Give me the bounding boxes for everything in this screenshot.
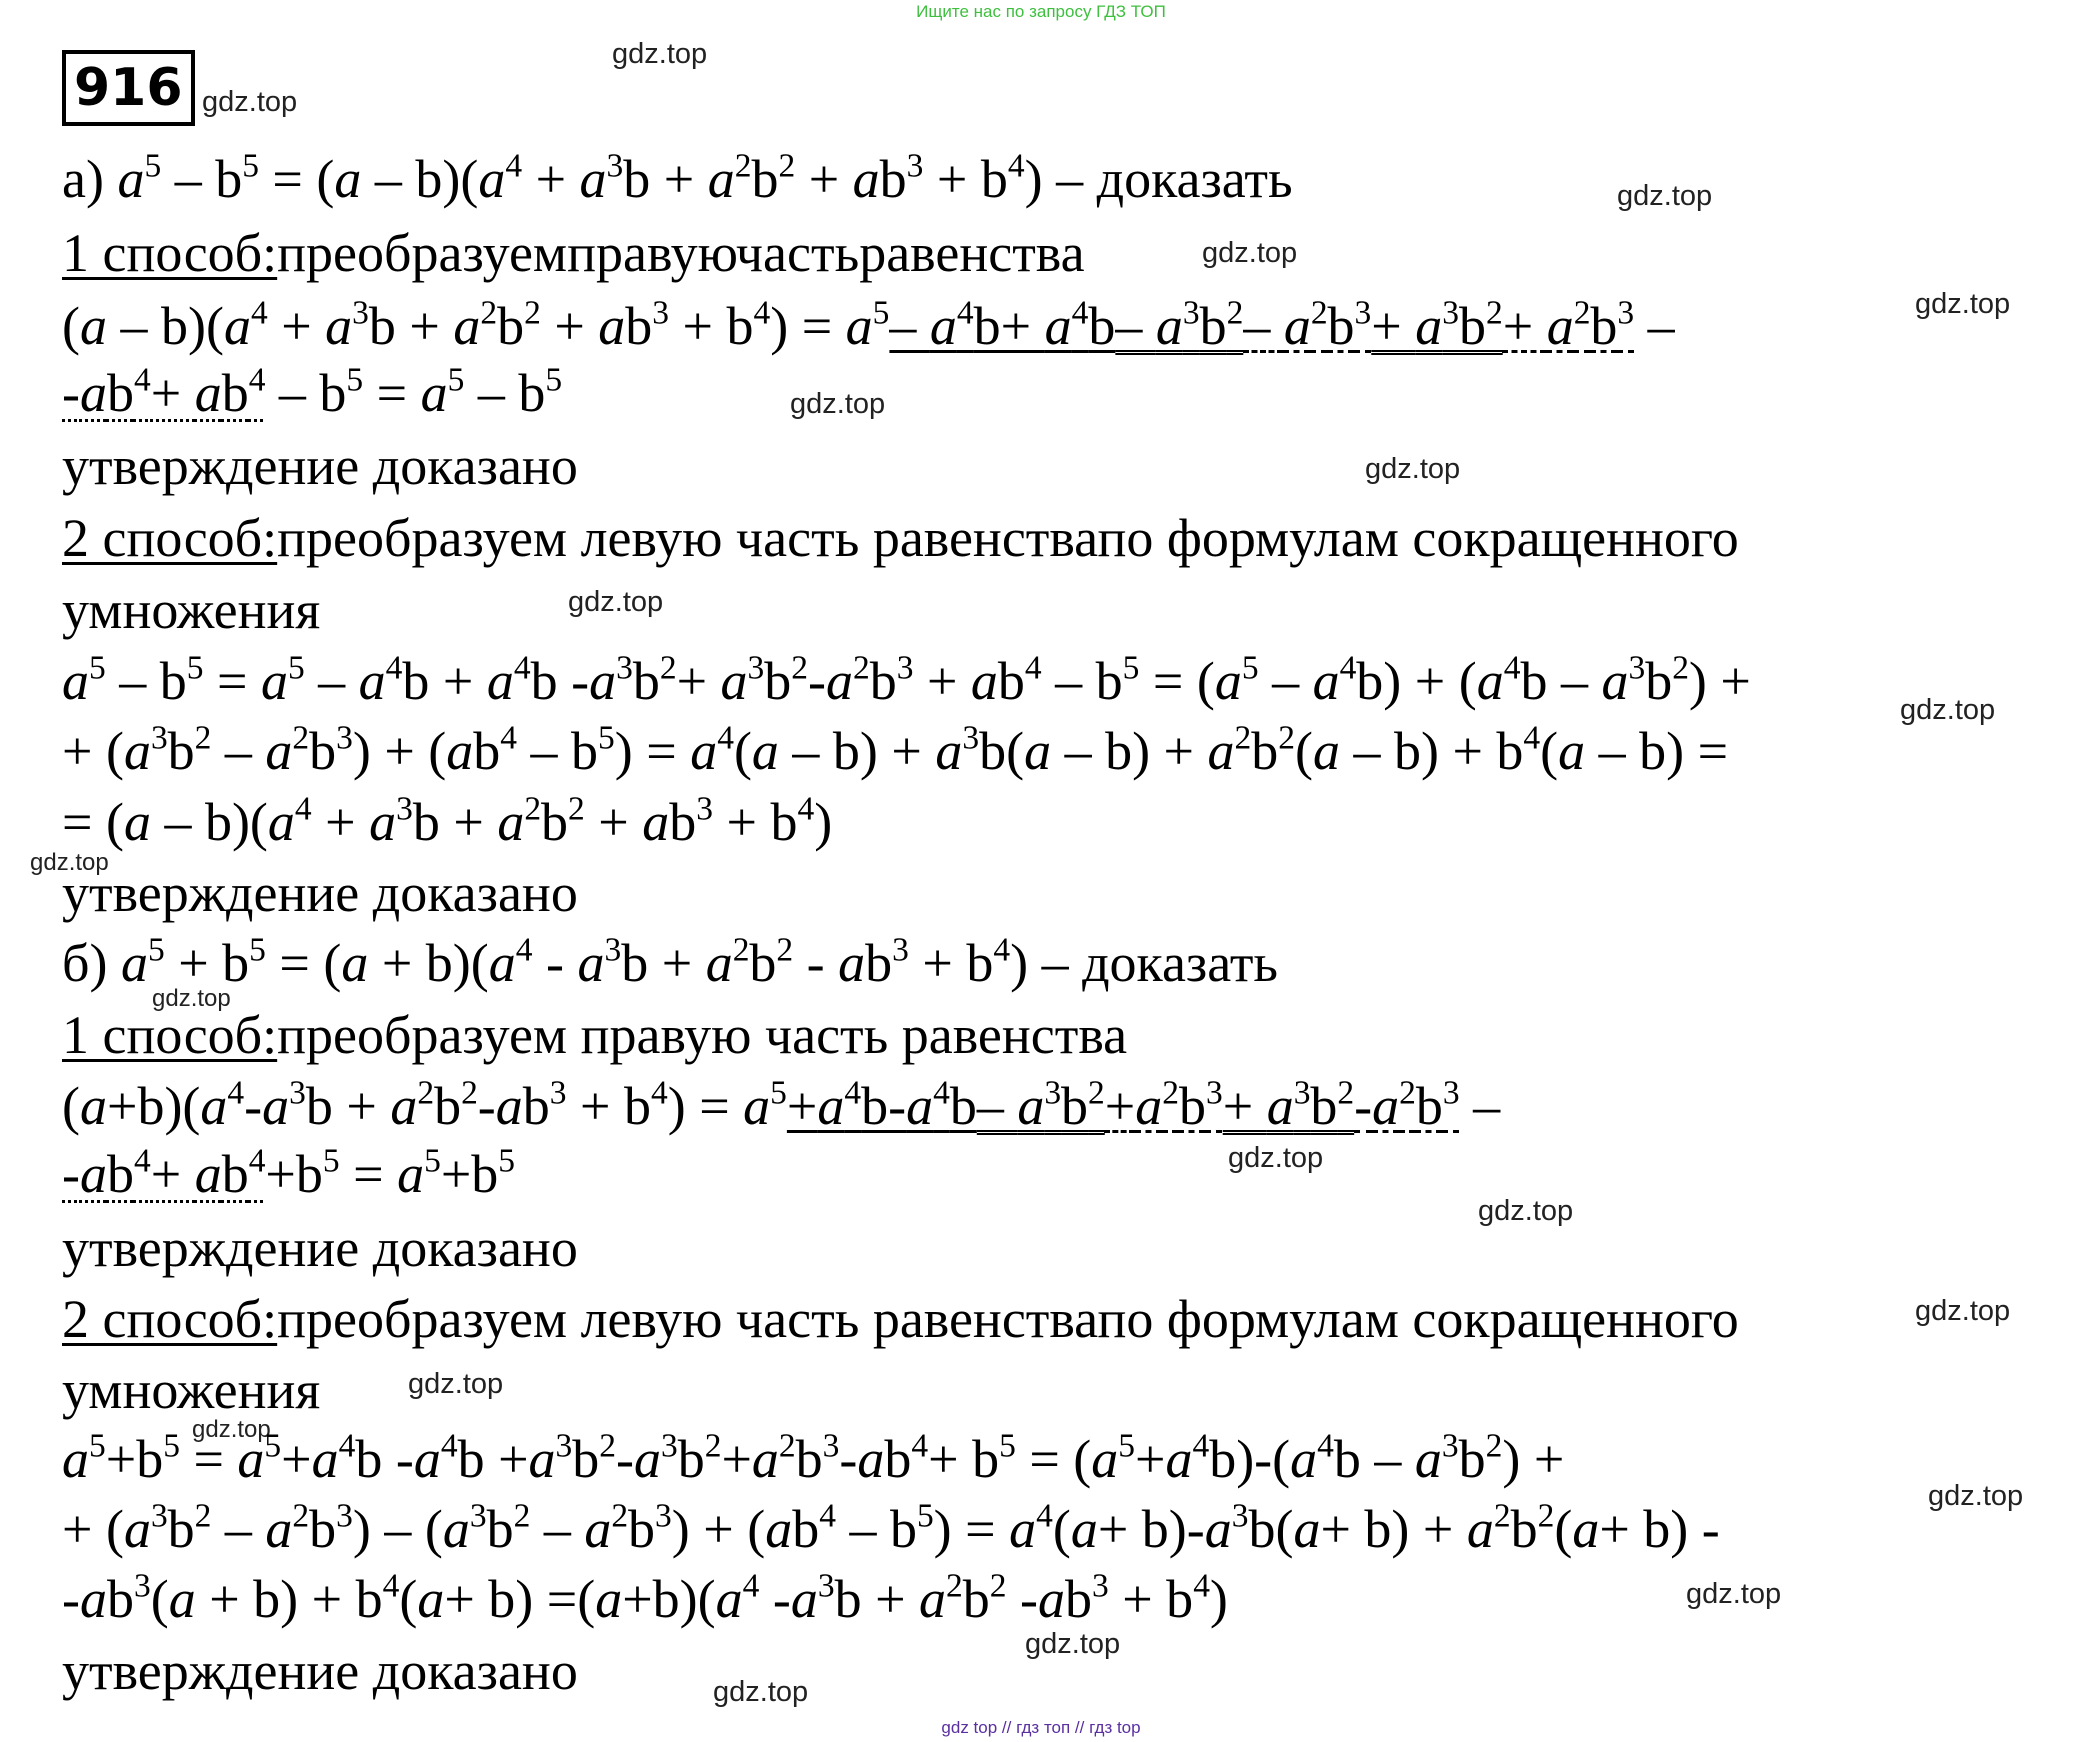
- part-a-way2-text: преобразуем левую часть равенствапо формулам сокращенного: [277, 508, 1739, 568]
- part-b-proved-1: утверждение доказано: [62, 1218, 578, 1278]
- watermark: gdz.top: [1915, 1295, 2011, 1327]
- part-a-way1-eq1: $(a - b)(a^4 + a^3b + a^2b^2 + ab^3 + b^4) = a^5-$ $a^4b+ a^4b-$ $a^3b^2-$ $a^2b^3+ a^3b^2+ a^2b^3$ –: [62, 294, 1675, 356]
- part-b-way2-eq2: + $(a^3b^2 - a^2b^3) - (a^3b^2 - a^2b^3) + (ab^4 - b^5) = a^4(a+ b)-a^3b(a+ b) + a^2b^2(a+ b)$ -: [62, 1497, 1720, 1559]
- watermark: gdz.top: [1478, 1195, 1574, 1227]
- part-a-way1-eq2: $-ab^4+ ab^4 - b^5 = a^5 - b^5$: [62, 361, 563, 423]
- part-b-label: б): [62, 933, 108, 993]
- part-b-way2-heading: [62, 1288, 1739, 1350]
- part-a-prove: – доказать: [1056, 149, 1293, 209]
- way2-label: 2 способ:: [62, 508, 278, 568]
- task-number: 916: [62, 50, 195, 126]
- part-a-way2-text2: умножения: [62, 580, 321, 640]
- part-b-prove: – доказать: [1041, 933, 1279, 993]
- part-b-proved-2: утверждение доказано: [62, 1641, 578, 1701]
- watermark: gdz.top: [202, 86, 298, 118]
- part-a-way1-heading: [62, 222, 1085, 284]
- part-b-statement: б) $a^5 + b^5 = (a + b)(a^4 - a^3b + a^2b^2 - ab^3 + b^4)$ – доказать: [62, 931, 1279, 993]
- top-banner: Ищите нас по запросу ГДЗ ТОП: [916, 2, 1166, 21]
- part-a-way1-text: преобразуемправуючастьравенства: [277, 223, 1085, 283]
- watermark: gdz.top: [408, 1368, 504, 1400]
- watermark: gdz.top: [1228, 1142, 1324, 1174]
- watermark: gdz.top: [30, 849, 109, 876]
- watermark: gdz.top: [1365, 453, 1461, 485]
- watermark: gdz.top: [713, 1676, 809, 1708]
- part-b-way2-eq1: $a^5+b^5 = a^5+a^4b$ $-a^4b +a^3b^2-a^3b^2+a^2b^3-ab^4+ b^5 = (a^5+a^4b)-(a^4b - a^3b^2)$ +: [62, 1427, 1565, 1489]
- watermark: gdz.top: [152, 985, 231, 1012]
- part-a-proved-2: утверждение доказано: [62, 863, 578, 923]
- watermark: gdz.top: [1900, 694, 1996, 726]
- watermark: gdz.top: [1025, 1628, 1121, 1660]
- watermark: gdz.top: [1202, 237, 1298, 269]
- way1-label: 1 способ:: [62, 1005, 278, 1065]
- part-b-way2-text2: умножения: [62, 1360, 321, 1420]
- watermark: gdz.top: [1686, 1578, 1782, 1610]
- part-a-statement: а) $a^5 - b^5 = (a - b)(a^4 + a^3b + a^2b^2 + ab^3 + b^4)$ – доказать: [62, 147, 1293, 209]
- way2-label: 2 способ:: [62, 1289, 278, 1349]
- bottom-banner: gdz top // гдз топ // гдз top: [941, 1718, 1141, 1737]
- watermark: gdz.top: [568, 586, 664, 618]
- part-a-way2-eq3: = $(a - b)(a^4 + a^3b + a^2b^2 + ab^3 + b^4)$: [62, 790, 833, 852]
- part-a-label: а): [62, 149, 104, 209]
- part-b-way1-eq2: $-ab^4+ ab^4+b^5 = a^5+b^5$: [62, 1142, 516, 1204]
- watermark: gdz.top: [612, 38, 708, 70]
- part-b-way1-heading: [62, 1004, 1127, 1066]
- watermark: gdz.top: [192, 1416, 271, 1443]
- watermark: gdz.top: [1928, 1480, 2024, 1512]
- part-b-way2-eq3: $-ab^3(a + b) + b^4(a+ b) =(a+b)(a^4$ $-a^3b + a^2b^2$ $-ab^3 + b^4$): [62, 1567, 1228, 1629]
- part-a-way2-eq2: + $(a^3b^2 - a^2b^3) + (ab^4 - b^5) = a^4(a - b) + a^3b(a - b) + a^2b^2(a - b) + b^4(a - b)$ =: [62, 719, 1729, 781]
- part-b-way2-text: преобразуем левую часть равенствапо формулам сокращенного: [277, 1289, 1739, 1349]
- part-b-way1-eq1: $(a+b)(a^4-a^3b + a^2b^2-ab^3 + b^4) = a^5+a^4b-a^4b-$ $a^3b^2+a^2b^3+ a^3b^2-a^2b^3$ –: [62, 1074, 1501, 1136]
- way1-label: 1 способ:: [62, 223, 278, 283]
- part-a-way2-heading: [62, 507, 1739, 569]
- part-b-way1-text: преобразуем правую часть равенства: [277, 1005, 1128, 1065]
- part-a-proved-1: утверждение доказано: [62, 436, 578, 496]
- watermark: gdz.top: [1915, 288, 2011, 320]
- part-a-way2-eq1: $a^5 - b^5 = a^5 - a^4b + a^4b$ $-a^3b^2+ a^3b^2-a^2b^3 + ab^4 - b^5 = (a^5 - a^4b) + (a^4b - a^3b^2)$ +: [62, 649, 1751, 711]
- watermark: gdz.top: [1617, 180, 1713, 212]
- watermark: gdz.top: [790, 388, 886, 420]
